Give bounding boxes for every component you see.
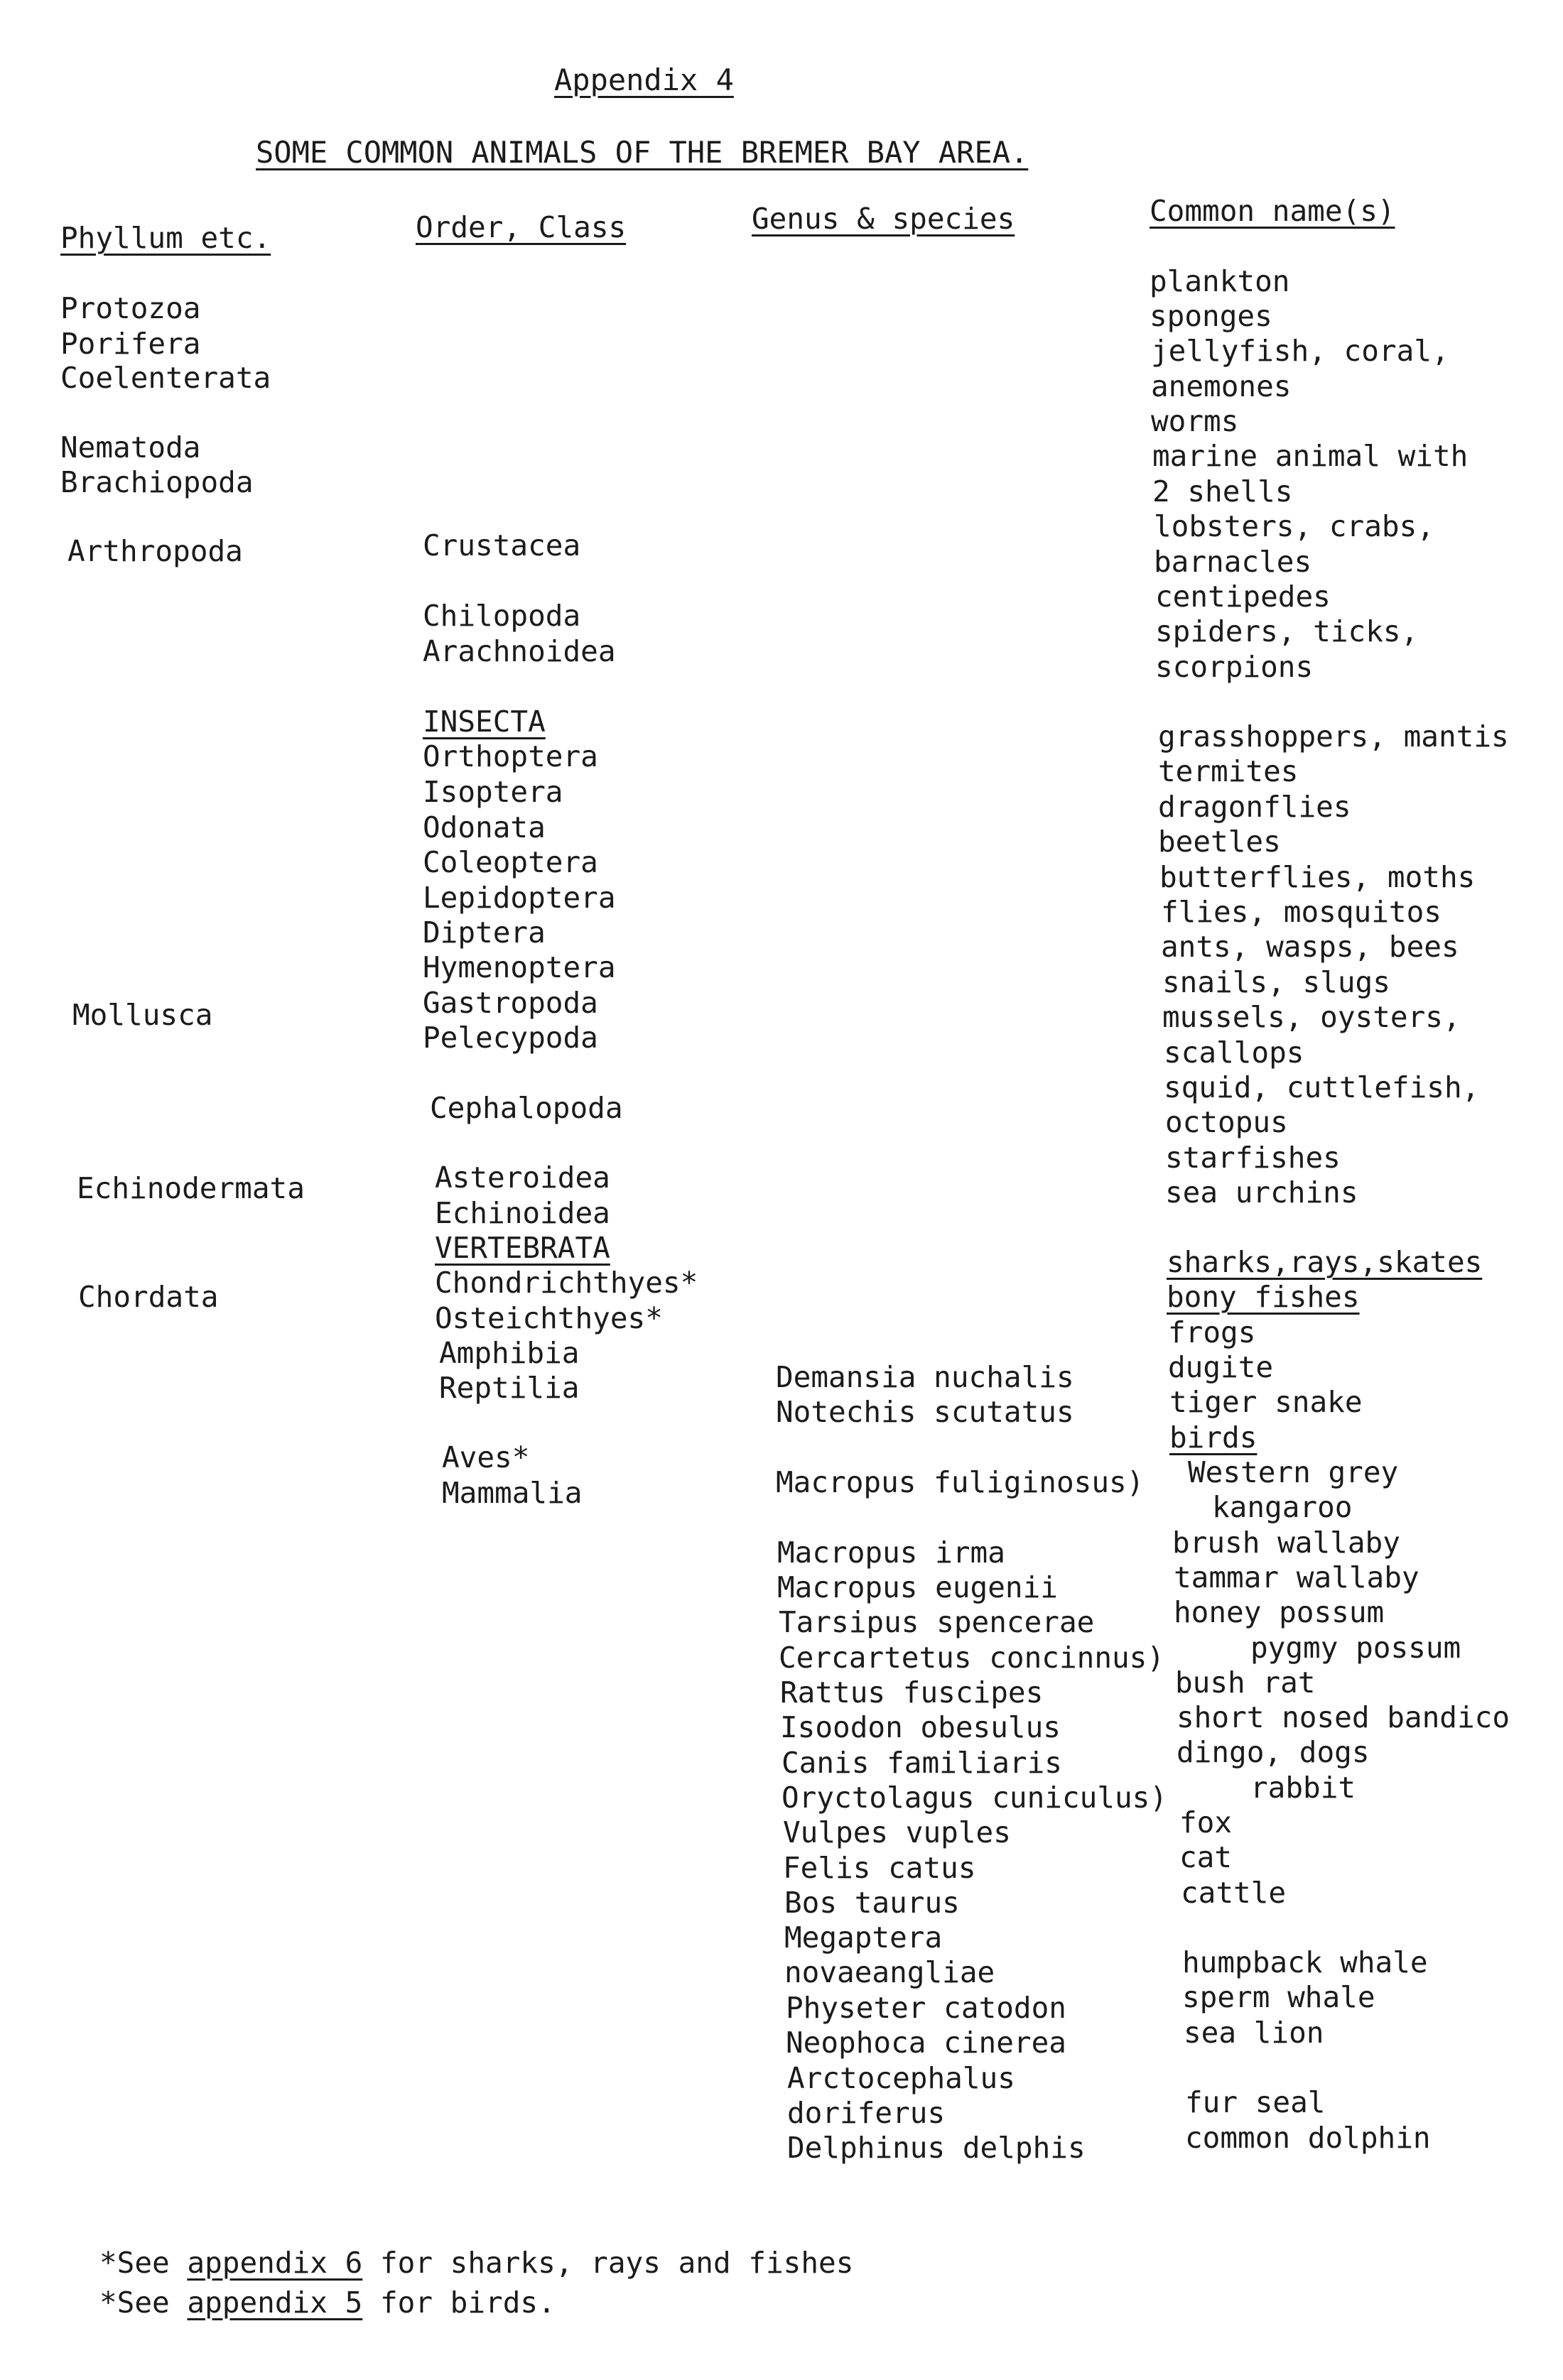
species-cell: Macropus eugenii (777, 1570, 1058, 1604)
common-name-cell: honey possum (1174, 1595, 1385, 1629)
order-cell: Reptilia (439, 1371, 580, 1405)
common-name-cell: humpback whale (1182, 1945, 1428, 1979)
common-name-cell: jellyfish, coral, (1151, 334, 1449, 368)
appendix-5-link[interactable]: appendix 5 (187, 2286, 363, 2320)
species-cell: Rattus fuscipes (780, 1675, 1044, 1710)
species-cell: Neophoca cinerea (786, 2026, 1066, 2060)
common-name-cell: beetles (1158, 825, 1281, 859)
order-cell: Osteichthyes* (435, 1301, 663, 1335)
common-name-cell: fox (1179, 1805, 1233, 1840)
footnote-prefix: *See (99, 2246, 188, 2280)
page-title: SOME COMMON ANIMALS OF THE BREMER BAY AREA. (256, 135, 1029, 170)
order-cell: Chondrichthyes* (435, 1266, 698, 1300)
species-cell: Tarsipus spencerae (779, 1605, 1095, 1639)
order-cell: Arachnoidea (423, 634, 616, 668)
order-cell: Hymenoptera (423, 950, 616, 984)
common-name-cell: butterflies, moths (1159, 860, 1476, 894)
common-name-cell: barnacles (1154, 545, 1312, 579)
order-cell: Isoptera (423, 775, 563, 809)
phylum-cell: Arthropoda (67, 534, 243, 568)
phylum-cell: Coelenterata (60, 361, 271, 395)
common-name-cell: mussels, oysters, (1162, 1000, 1461, 1034)
phylum-cell: Nematoda (60, 430, 201, 464)
order-cell: Amphibia (439, 1336, 580, 1370)
species-cell: doriferus (787, 2096, 946, 2130)
common-name-cell: octopus (1165, 1105, 1288, 1139)
common-name-cell: bony fishes (1167, 1280, 1360, 1314)
phylum-cell: Porifera (60, 327, 201, 361)
species-cell: Oryctolagus cuniculus) (782, 1781, 1168, 1815)
common-name-cell: ants, wasps, bees (1161, 930, 1459, 964)
footnote-suffix: for sharks, rays and fishes (362, 2246, 854, 2280)
column-header-common-name: Common name(s) (1150, 194, 1395, 228)
species-cell: Cercartetus concinnus) (779, 1641, 1165, 1675)
appendix-label: Appendix 4 (554, 63, 734, 97)
common-name-cell: dragonflies (1158, 790, 1351, 824)
species-cell: Macropus fuliginosus) (776, 1465, 1145, 1499)
common-name-cell: rabbit (1250, 1771, 1356, 1805)
footnote-sharks-fishes (99, 2246, 854, 2280)
common-name-cell: lobsters, crabs, (1154, 509, 1434, 543)
order-cell: Orthoptera (423, 739, 598, 773)
species-cell: Vulpes vuples (783, 1815, 1011, 1849)
common-name-cell: bush rat (1175, 1666, 1316, 1700)
footnote-suffix: for birds. (362, 2286, 556, 2320)
common-name-cell: frogs (1168, 1315, 1256, 1349)
common-name-cell: sea urchins (1165, 1175, 1358, 1210)
common-name-cell: flies, mosquitos (1161, 895, 1442, 929)
common-name-cell: sharks,rays,skates (1167, 1245, 1483, 1279)
phylum-cell: Echinodermata (77, 1171, 305, 1205)
common-name-cell: marine animal with (1152, 439, 1469, 473)
common-name-cell: common dolphin (1185, 2121, 1431, 2155)
common-name-cell: grasshoppers, mantis (1158, 719, 1509, 754)
common-name-cell: tammar wallaby (1174, 1560, 1419, 1594)
species-cell: Arctocephalus (787, 2061, 1015, 2095)
common-name-cell: squid, cuttlefish, (1164, 1070, 1480, 1104)
phylum-cell: Brachiopoda (60, 465, 254, 499)
common-name-cell: 2 shells (1152, 474, 1293, 509)
order-cell: Diptera (423, 915, 546, 950)
species-cell: Isoodon obesulus (780, 1710, 1061, 1744)
order-cell: Odonata (423, 810, 546, 844)
order-cell: Crustacea (423, 528, 581, 563)
species-cell: Demansia nuchalis (776, 1360, 1074, 1394)
order-cell: VERTEBRATA (435, 1231, 610, 1265)
common-name-cell: dingo, dogs (1177, 1735, 1370, 1769)
order-cell: Gastropoda (423, 986, 598, 1020)
order-cell: Asteroidea (435, 1161, 610, 1195)
footnote-prefix: *See (99, 2286, 188, 2320)
phylum-cell: Chordata (78, 1280, 219, 1314)
species-cell: Megaptera (784, 1920, 943, 1955)
common-name-cell: brush wallaby (1172, 1526, 1400, 1560)
order-cell: Chilopoda (423, 599, 581, 633)
common-name-cell: fur seal (1185, 2085, 1326, 2119)
species-cell: Macropus irma (777, 1536, 1005, 1570)
common-name-cell: worms (1151, 404, 1239, 438)
common-name-cell: scallops (1164, 1036, 1304, 1070)
common-name-cell: short nosed bandico (1177, 1700, 1510, 1734)
common-name-cell: tiger snake (1169, 1385, 1363, 1419)
order-cell: INSECTA (423, 705, 546, 739)
order-cell: Mammalia (442, 1476, 583, 1510)
common-name-cell: pygmy possum (1250, 1631, 1461, 1665)
species-cell: novaeangliae (784, 1955, 995, 1989)
common-name-cell: dugite (1168, 1350, 1274, 1384)
phylum-cell: Mollusca (72, 998, 213, 1032)
common-name-cell: scorpions (1155, 650, 1314, 684)
common-name-cell: kangaroo (1212, 1490, 1353, 1524)
common-name-cell: termites (1158, 754, 1299, 788)
common-name-cell: plankton (1150, 264, 1290, 298)
order-cell: Pelecypoda (423, 1021, 598, 1055)
common-name-cell: starfishes (1165, 1141, 1341, 1175)
common-name-cell: sponges (1150, 299, 1272, 333)
species-cell: Bos taurus (784, 1886, 960, 1920)
appendix-6-link[interactable]: appendix 6 (187, 2246, 363, 2280)
column-header-order: Order, Class (416, 210, 627, 244)
common-name-cell: snails, slugs (1162, 965, 1390, 999)
common-name-cell: Western grey (1188, 1455, 1399, 1489)
order-cell: Aves* (442, 1440, 530, 1474)
common-name-cell: anemones (1151, 369, 1292, 403)
species-cell: Canis familiaris (782, 1746, 1062, 1780)
common-name-cell: cat (1179, 1840, 1233, 1874)
common-name-cell: birds (1169, 1420, 1258, 1455)
species-cell: Notechis scutatus (776, 1395, 1074, 1429)
order-cell: Coleoptera (423, 845, 598, 879)
species-cell: Delphinus delphis (787, 2131, 1086, 2165)
column-header-phylum: Phyllum etc. (60, 221, 271, 255)
order-cell: Echinoidea (435, 1196, 610, 1230)
species-cell: Felis catus (783, 1851, 976, 1885)
common-name-cell: spiders, ticks, (1155, 614, 1419, 648)
column-header-genus: Genus & species (752, 202, 1015, 236)
footnote-birds (99, 2286, 556, 2320)
common-name-cell: sperm whale (1182, 1980, 1375, 2014)
common-name-cell: sea lion (1184, 2016, 1324, 2050)
species-cell: Physeter catodon (786, 1991, 1066, 2025)
phylum-cell: Protozoa (60, 291, 201, 325)
common-name-cell: centipedes (1155, 580, 1331, 614)
order-cell: Cephalopoda (430, 1091, 623, 1125)
common-name-cell: cattle (1181, 1876, 1287, 1910)
order-cell: Lepidoptera (423, 881, 616, 915)
